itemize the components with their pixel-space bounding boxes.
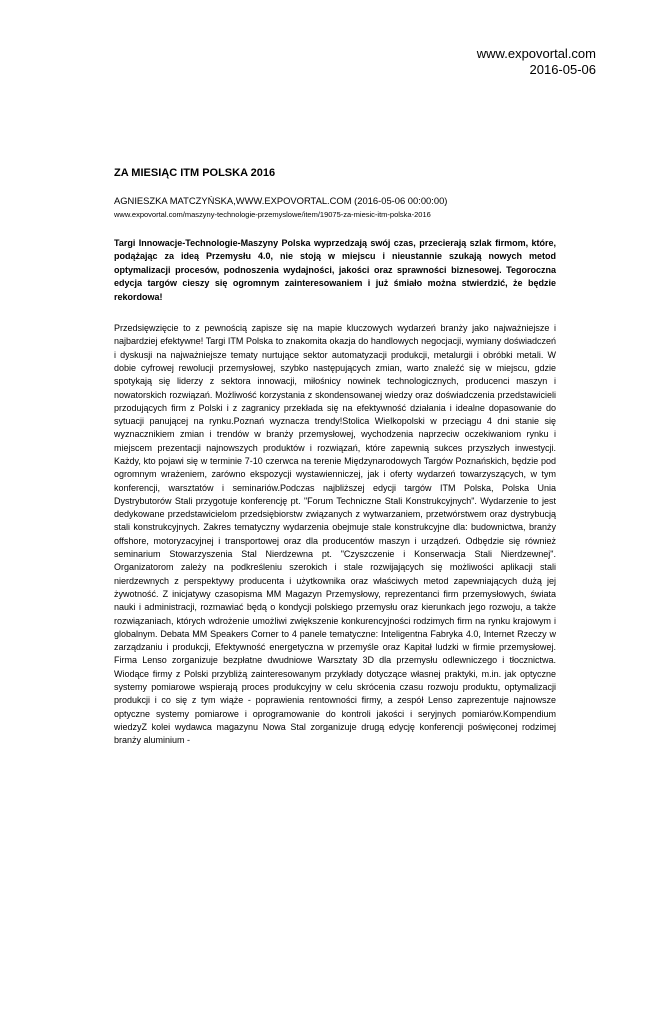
article-lead: Targi Innowacje-Technologie-Maszyny Polska wyprzedzają swój czas, przecierają szlak firmom, które, podążając za ideą Przemysłu 4.0, nie stoją w miejscu i nieustannie szukają nowych metod optymalizacji procesów, podnoszenia wydajności, jakości oraz sprawności biznesowej. Tegoroczna edycja targów cieszy się ogromnym zainteresowaniem i już śmiało można stwierdzić, że będzie rekordowa!	[114, 238, 556, 302]
article-byline: AGNIESZKA MATCZYŃSKA,WWW.EXPOVORTAL.COM (2016-05-06 00:00:00)	[114, 195, 448, 206]
site-name: www.expovortal.com	[476, 46, 596, 61]
article-url: www.expovortal.com/maszyny-technologie-przemyslowe/item/19075-za-miesic-itm-polska-2016	[114, 210, 431, 219]
page-header	[477, 46, 596, 78]
header-date: 2016-05-06	[529, 62, 596, 77]
article-body: Przedsięwzięcie to z pewnością zapisze się na mapie kluczowych wydarzeń branży jako najważniejsze i najbardziej efektywne! Targi ITM Polska to znakomita okazja do handlowych negocjacji, wymiany doświadczeń i dyskusji na najważniejsze tematy nurtujące sektor automatyzacji produkcji, metalurgii i obróbki metali. W dobie cyfrowej rewolucji przemysłowej, szybko następujących zmian, warto znaleźć się w miejscu, gdzie spotykają się liderzy z sektora innowacji, miłośnicy nowinek technologicznych, producenci maszyn i nowatorskich rozwiązań. Możliwość korzystania z skondensowanej wiedzy oraz doświadczenia przedstawicieli przodujących firm z Polski i z zagranicy przekłada się na efektywność działania i idealne dopasowanie do sytuacji panującej na rynku.Poznań wyznacza trendy!Stolica Wielkopolski w przeciągu 4 dni stanie się wyznacznikiem zmian i trendów w branży przemysłowej, wychodzenia naprzeciw oczekiwaniom rynku i miejscem prezentacji najnowszych produktów i rozwiązań, które zapewnią sukces przyszłych inwestycji. Każdy, kto pojawi się w terminie 7-10 czerwca na terenie Międzynarodowych Targów Poznańskich, będzie pod ogromnym wrażeniem, zarówno ekspozycji wystawienniczej, jak i oferty wydarzeń towarzyszących, w tym konferencji, warsztatów i seminariów.Podczas najbliższej edycji targów ITM Polska, Polska Unia Dystrybutorów Stali przygotuje konferencję pt. "Forum Techniczne Stali Konstrukcyjnych". Wydarzenie to jest dedykowane przedstawicielom przedsiębiorstw związanych z wytwarzaniem, przetwórstwem oraz dystrybucją stali konstrukcyjnych. Zakres tematyczny wydarzenia obejmuje stale konstrukcyjne dla: budownictwa, branży offshore, motoryzacyjnej i transportowej oraz dla producentów maszyn i urządzeń. Odbędzie się również seminarium Stowarzyszenia Stal Nierdzewna pt. "Czyszczenie i Konserwacja Stali Nierdzewnej". Organizatorom zależy na podkreśleniu szerokich i stale rozwijających się możliwości aplikacji stali nierdzewnych z perspektywy producenta i użytkownika oraz właściwych metod zapewniających dużą jej żywotność. Z inicjatywy czasopisma MM Magazyn Przemysłowy, reprezentanci firm przemysłowych, świata nauki i administracji, rozmawiać będą o kondycji polskiego przemysłu oraz kierunkach jego rozwoju, a także rozwiązaniach, których wdrożenie umożliwi zwiększenie konkurencyjności rodzimych firm na rynku krajowym i globalnym. Debata MM Speakers Corner to 4 panele tematyczne: Inteligentna Fabryka 4.0, Internet Rzeczy w zarządzaniu i produkcji, Efektywność energetyczna w przemyśle oraz Kapitał ludzki w firmie przemysłowej. Firma Lenso zorganizuje bezpłatne dwudniowe Warsztaty 3D dla przemysłu odlewniczego i tłocznictwa. Wiodące firmy z Polski przybliżą zainteresowanym przykłady dotyczące własnej praktyki, m.in. jak optyczne systemy pomiarowe wspierają proces produkcyjny w celu skrócenia czasu rozwoju produktu, optymalizacji produkcji i co się z tym wiąże - poprawienia rentowności firmy, a zespół Lenso zaprezentuje najnowsze optyczne systemy pomiarowe i oprogramowanie do kontroli jakości i seryjnych pomiarów.Kompendium wiedzyZ kolei wydawca magazynu Nowa Stal zorganizuje drugą edycję konferencji poświęconej rodzimej branży aluminium -	[114, 323, 556, 746]
article-title: ZA MIESIĄC ITM POLSKA 2016	[114, 167, 276, 179]
article	[114, 166, 556, 748]
